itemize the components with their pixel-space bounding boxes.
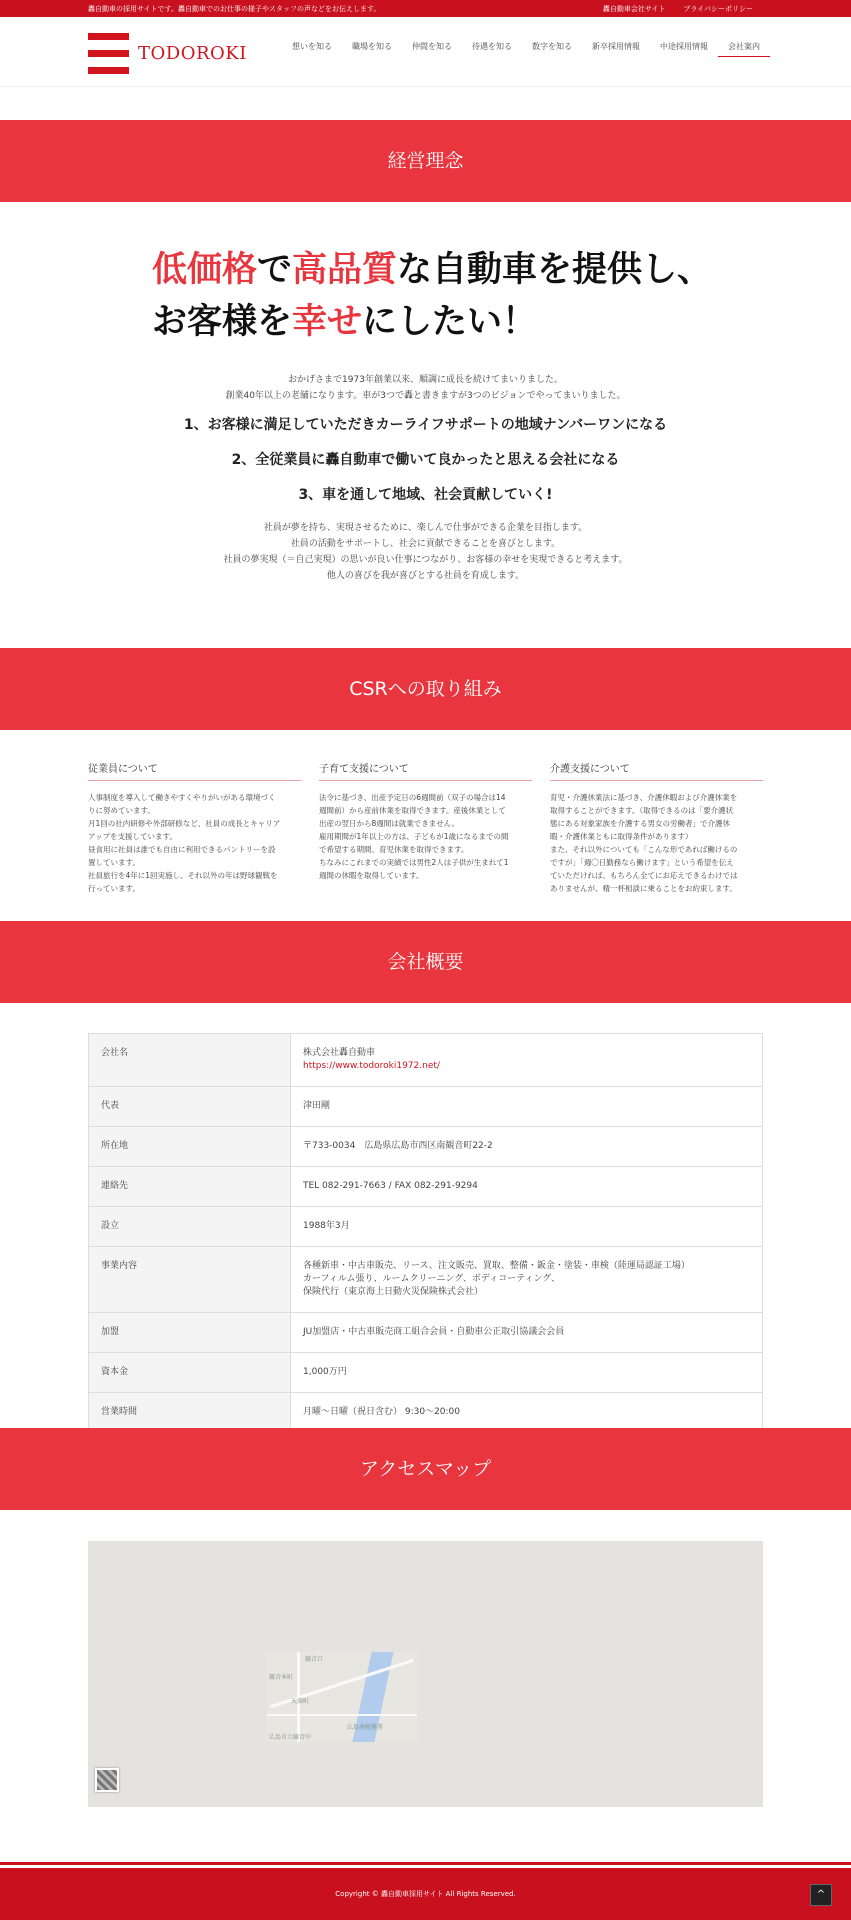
chevron-up-icon: ^	[816, 1889, 826, 1900]
csr-line: 出産の翌日から8週間は就業できません。	[319, 819, 460, 828]
business-line: 各種新車・中古車販売、リース、注文販売、買取、整備・鈑金・塗装・車検（陸運局認証工場）	[303, 1261, 690, 1271]
back-to-top-button[interactable]	[810, 1884, 832, 1906]
map-type-toggle[interactable]	[95, 1768, 119, 1792]
table-row	[89, 1313, 763, 1353]
business-line: カーフィルム張り、ルームクリーニング、ボディコーティング、	[303, 1274, 560, 1284]
table-row	[89, 1247, 763, 1313]
table-row	[89, 1207, 763, 1247]
site-footer	[0, 1868, 851, 1920]
row-label: 資本金	[89, 1353, 291, 1393]
site-tagline: 轟自動車の採用サイトです。轟自動車でのお仕事の様子やスタッフの声などをお伝えします。	[88, 5, 381, 13]
access-heading: アクセスマップ	[0, 1428, 851, 1510]
map-label: 広島市立観音中	[269, 1734, 312, 1741]
row-value: 津田剛	[291, 1087, 763, 1127]
row-label: 設立	[89, 1207, 291, 1247]
slogan-part: で	[257, 249, 293, 290]
csr-line: 社員旅行を4年に1回実施し、それ以外の年は野球観戦を	[88, 871, 278, 880]
slogan-line-1	[152, 244, 732, 296]
csr-line: 月1回の社内研修や外部研修など、社員の成長とキャリア	[88, 819, 281, 828]
row-value: 〒733-0034 広島県広島市西区南観音町22-2	[291, 1127, 763, 1167]
intro-line: おかげさまで1973年創業以来、順調に成長を続けてまいりました。	[288, 375, 563, 385]
philosophy-intro	[60, 372, 791, 404]
map-label: 観音口	[305, 1656, 324, 1663]
company-table	[88, 1033, 763, 1433]
slogan-part: にしたい！	[362, 301, 538, 342]
closing-line: 社員の活動をサポートし、社会に貢献できることを喜びとします。	[290, 539, 561, 549]
top-bar	[0, 0, 851, 17]
top-links	[603, 4, 753, 14]
map-label: 広島南税務署	[347, 1724, 384, 1731]
business-line: 保険代行（東京海上日動火災保険株式会社）	[303, 1287, 484, 1297]
csr-line: 暇・介護休業ともに取得条件があります）	[550, 832, 693, 841]
slogan-part: 高品質	[292, 249, 398, 290]
vision-3: 3、車を通して地域、社会貢献していく!	[298, 487, 553, 503]
slogan-part: お客様を	[152, 301, 293, 342]
csr-line: 週間前）から産前休業を取得できます。産後休業として	[319, 806, 506, 815]
row-value: TEL 082-291-7663 / FAX 082-291-9294	[291, 1167, 763, 1207]
vision-2: 2、全従業員に轟自動車で働いて良かったと思える会社になる	[231, 452, 620, 468]
row-value	[291, 1034, 763, 1087]
csr-line: 取得することができます。（取得できるのは「要介護状	[550, 806, 734, 815]
csr-employees-text	[88, 791, 301, 895]
csr-line: 昼食用に社員は誰でも自由に利用できるパントリーを設	[88, 845, 276, 854]
row-label: 加盟	[89, 1313, 291, 1353]
intro-line: 創業40年以上の老舗になります。車が3つで轟と書きますが3つのビジョンでやってまいりました。	[225, 391, 626, 401]
nav-item-nakama[interactable]: 仲間を知る	[412, 42, 452, 51]
table-row	[89, 1393, 763, 1433]
csr-line: 人事制度を導入して働きやすくやりがいがある環境づく	[88, 793, 276, 802]
nav-item-shinsotsu[interactable]: 新卒採用情報	[592, 42, 640, 51]
company-site-link[interactable]: 轟自動車会社サイト	[602, 5, 666, 13]
philosophy-closing	[60, 520, 791, 584]
closing-line: 社員が夢を持ち、実現させるために、楽しんで仕事ができる企業を目指します。	[263, 523, 588, 533]
nav-item-chuto[interactable]: 中途採用情報	[660, 42, 708, 51]
nav-item-shokuba[interactable]: 職場を知る	[352, 42, 392, 51]
philosophy-heading: 経営理念	[0, 120, 851, 202]
csr-line: ちなみにこれまでの実績では男性2人は子供が生まれて1	[319, 858, 509, 867]
nav-item-omoi[interactable]: 想いを知る	[292, 42, 332, 51]
map-label: 観音本町	[269, 1674, 294, 1681]
csr-line: りに努めています。	[88, 806, 155, 815]
csr-line: ありませんが、精一杯相談に乗ることをお約束します。	[550, 884, 737, 893]
copyright-text: Copyright © 轟自動車採用サイト All Rights Reserved.	[335, 1890, 516, 1898]
slogan-part: な自動車を提供し、	[397, 249, 713, 290]
row-value: 1,000万円	[291, 1353, 763, 1393]
nav-item-suji[interactable]: 数字を知る	[532, 42, 572, 51]
csr-nursing-care-text	[550, 791, 763, 895]
closing-line: 他人の喜びを我が喜びとする社員を育成します。	[326, 571, 525, 581]
nav-item-company[interactable]: 会社案内	[718, 37, 770, 57]
map-tile	[267, 1652, 417, 1742]
slogan	[152, 244, 732, 348]
logo-text: TODOROKI	[138, 43, 247, 64]
privacy-policy-link[interactable]: プライバシーポリシー	[683, 5, 753, 13]
slogan-part: 低価格	[152, 249, 258, 290]
table-row	[89, 1167, 763, 1207]
csr-line: ていただければ、もちろん全てにお応えできるわけでは	[550, 871, 738, 880]
csr-employees	[88, 760, 301, 895]
csr-line: また、それ以外についても「こんな形であれば働けるの	[550, 845, 738, 854]
access-map[interactable]	[88, 1541, 763, 1807]
company-website-link[interactable]: https://www.todoroki1972.net/	[303, 1061, 440, 1071]
closing-line: 社員の夢実現（＝自己実現）の思いが良い仕事につながり、お客様の幸せを実現できると考えます。	[223, 555, 628, 565]
csr-line: 育児・介護休業法に基づき、介護休暇および介護休業を	[550, 793, 738, 802]
table-row	[89, 1127, 763, 1167]
slogan-line-2	[152, 296, 732, 348]
row-value	[291, 1247, 763, 1313]
site-header	[0, 17, 851, 87]
company-heading: 会社概要	[0, 921, 851, 1003]
row-value: 月曜〜日曜（祝日含む） 9:30〜20:00	[291, 1393, 763, 1433]
row-value: JU加盟店・中古車販売商工組合会員・自動車公正取引協議会会員	[291, 1313, 763, 1353]
row-label: 事業内容	[89, 1247, 291, 1313]
csr-line: 週間の休暇を取得しています。	[319, 871, 424, 880]
row-value: 1988年3月	[291, 1207, 763, 1247]
csr-line: で希望する期間、育児休業を取得できます。	[319, 845, 469, 854]
csr-childcare-text	[319, 791, 532, 882]
table-row	[89, 1034, 763, 1087]
csr-line: 行っています。	[88, 884, 140, 893]
csr-childcare-title: 子育て支援について	[319, 760, 532, 781]
csr-employees-title: 従業員について	[88, 760, 301, 781]
map-label: 天満町	[291, 1698, 310, 1705]
csr-nursing-care-title: 介護支援について	[550, 760, 763, 781]
vision-1: 1、お客様に満足していただきカーライフサポートの地域ナンバーワンになる	[183, 417, 668, 433]
csr-line: 法令に基づき、出産予定日の6週間前（双子の場合は14	[319, 793, 506, 802]
slogan-part: 幸せ	[292, 301, 363, 342]
row-label: 所在地	[89, 1127, 291, 1167]
company-name: 株式会社轟自動車	[303, 1048, 376, 1058]
csr-line: 雇用期間が1年以上の方は、子どもが1歳になるまでの間	[319, 832, 509, 841]
row-label: 連絡先	[89, 1167, 291, 1207]
csr-line: アップを支援しています。	[88, 832, 177, 841]
table-row	[89, 1087, 763, 1127]
nav-item-taigu[interactable]: 待遇を知る	[472, 42, 512, 51]
main-nav	[282, 37, 770, 57]
row-label: 営業時間	[89, 1393, 291, 1433]
footer-divider	[0, 1862, 851, 1865]
csr-line: 態にある対象家族を介護する男女の労働者」で介護休	[550, 819, 730, 828]
site-logo[interactable]	[88, 33, 247, 74]
csr-line: 置しています。	[88, 858, 140, 867]
csr-nursing-care	[550, 760, 763, 895]
logo-mark-icon	[88, 33, 129, 74]
csr-heading: CSRへの取り組み	[0, 648, 851, 730]
csr-childcare	[319, 760, 532, 882]
row-label: 代表	[89, 1087, 291, 1127]
table-row	[89, 1353, 763, 1393]
csr-line: ですが」「週〇日勤務なら働けます」という希望を伝え	[550, 858, 734, 867]
row-label: 会社名	[89, 1034, 291, 1087]
